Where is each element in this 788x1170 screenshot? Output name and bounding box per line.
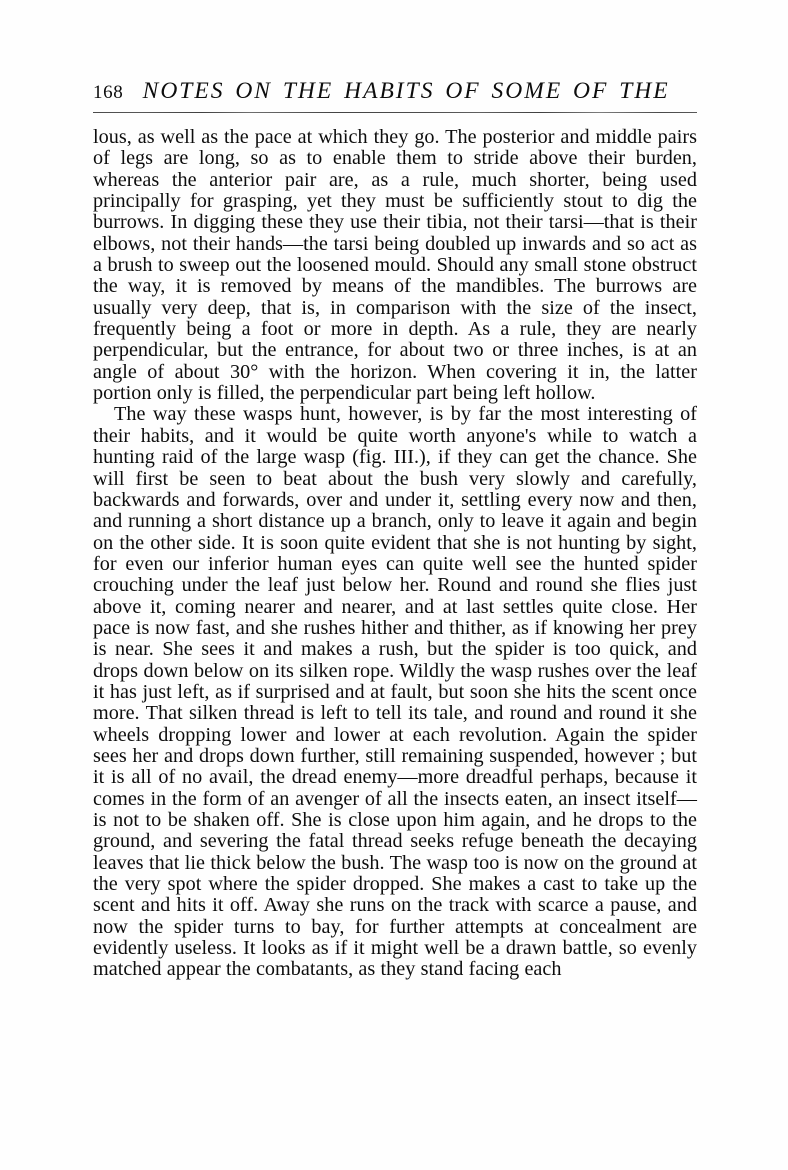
body-text [93,127,697,981]
page-number: 168 [93,82,124,103]
paragraph-2: The way these wasps hunt, however, is by far the most interesting of their habits, and it would be quite worth anyone's while to watch a hunting raid of the large wasp (fig. III.), if they can get the chance. She will first be seen to beat about the bush very slowly and carefully, backwards and forwards, over and under it, settling every now and then, and running a short distance up a branch, only to leave it again and begin on the other side. It is soon quite evident that she is not hunting by sight, for even our inferior human eyes can quite well see the hunted spider crouching under the leaf just below her. Round and round she flies just above it, coming nearer and nearer, and at last settles quite close. Her pace is now fast, and she rushes hither and thither, as if knowing her prey is near. She sees it and makes a rush, but the spider is too quick, and drops down below on its silken rope. Wildly the wasp rushes over the leaf it has just left, as if surprised and at fault, but soon she hits the scent once more. That silken thread is left to tell its tale, and round and round it she wheels dropping lower and lower at each revolution. Again the spider sees her and drops down further, still remaining suspended, however ; but it is all of no avail, the dread enemy—more dreadful perhaps, because it comes in the form of an avenger of all the insects eaten, an insect itself—is not to be shaken off. She is close upon him again, and he drops to the ground, and severing the fatal thread seeks refuge beneath the decaying leaves that lie thick below the bush. The wasp too is now on the ground at the very spot where the spider dropped. She makes a cast to take up the scent and hits it off. Away she runs on the track with scarce a pause, and now the spider turns to bay, for further attempts at concealment are evidently useless. It looks as if it might well be a drawn battle, so evenly matched appear the combatants, as they stand facing each [93,403,697,981]
header-rule [93,112,697,113]
running-head [93,78,697,106]
paragraph-1: lous, as well as the pace at which they go. The posterior and middle pairs of legs are long, so as to enable them to stride above their burden, whereas the anterior pair are, as a rule, much shorter, being used principally for grasping, yet they must be sufficiently stout to dig the burrows. In digging these they use their tibia, not their tarsi—that is their elbows, not their hands—the tarsi being doubled up inwards and so act as a brush to sweep out the loosened mould. Should any small stone obstruct the way, it is removed by means of the mandibles. The burrows are usually very deep, that is, in comparison with the size of the insect, frequently being a foot or more in depth. As a rule, they are nearly perpendicular, but the entrance, for about two or three inches, is at an angle of about 30° with the horizon. When covering it in, the latter portion only is filled, the perpendicular part being left hollow. [93,126,697,405]
running-title: NOTES ON THE HABITS OF SOME OF THE [142,78,670,104]
